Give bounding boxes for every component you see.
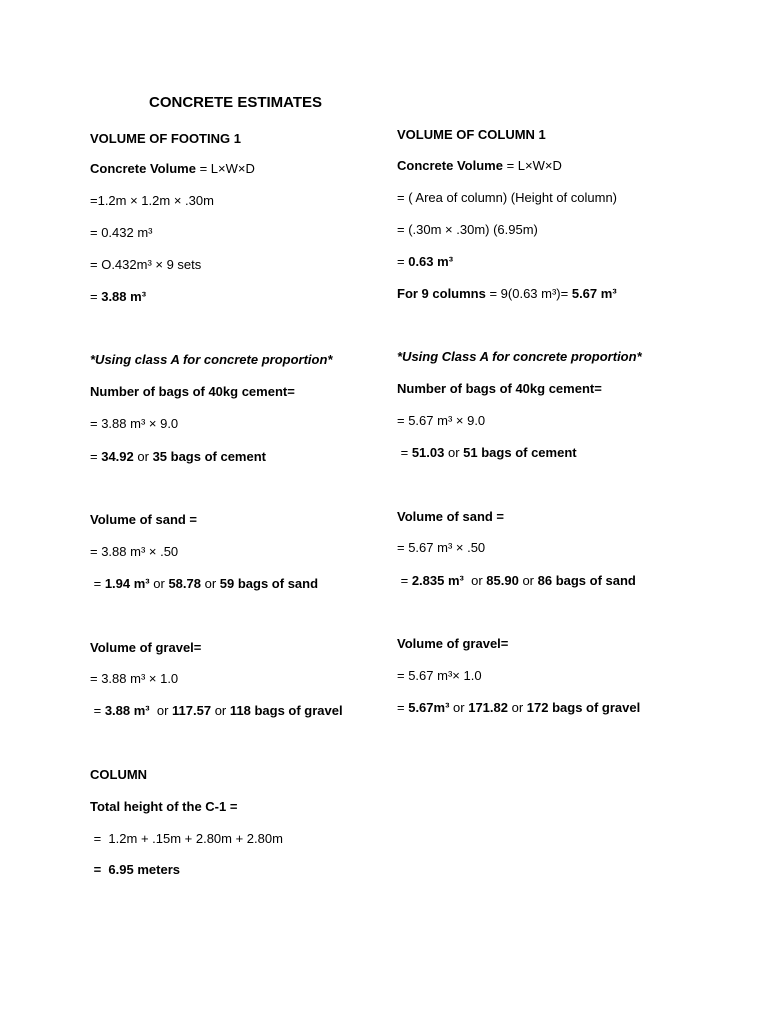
footing-cement-result: = 34.92 or 35 bags of cement [90, 449, 266, 464]
column-gravel-calc: = 5.67 m³× 1.0 [397, 668, 482, 683]
footing-dimensions: =1.2m × 1.2m × .30m [90, 193, 214, 208]
footing-gravel-heading: Volume of gravel= [90, 640, 202, 655]
column-dimensions: = (.30m × .30m) (6.95m) [397, 222, 538, 237]
column-concrete-volume: Concrete Volume = L×W×D [397, 158, 562, 173]
footing-cement-heading: Number of bags of 40kg cement= [90, 384, 295, 399]
footing-cement-calc: = 3.88 m³ × 9.0 [90, 416, 179, 431]
footing-volume: = 0.432 m³ [90, 225, 153, 240]
page-title: CONCRETE ESTIMATES [149, 94, 323, 111]
column-section-heading: COLUMN [90, 767, 148, 782]
footing-volume-sets: = O.432m³ × 9 sets [90, 257, 202, 272]
footing-sand-heading: Volume of sand = [90, 512, 198, 527]
column-area-height: = ( Area of column) (Height of column) [397, 190, 618, 205]
column-nine-columns: For 9 columns = 9(0.63 m³)= 5.67 m³ [397, 286, 617, 301]
column-height-label: Total height of the C-1 = [90, 799, 238, 814]
column-sand-calc: = 5.67 m³ × .50 [397, 540, 486, 555]
column-sand-result: = 2.835 m³ or 85.90 or 86 bags of sand [397, 573, 636, 588]
footing-sand-result: = 1.94 m³ or 58.78 or 59 bags of sand [90, 576, 319, 591]
column-height-calc: = 1.2m + .15m + 2.80m + 2.80m [90, 831, 283, 846]
footing-sand-calc: = 3.88 m³ × .50 [90, 544, 179, 559]
footing-heading: VOLUME OF FOOTING 1 [90, 131, 241, 146]
column-height-result: = 6.95 meters [90, 862, 180, 877]
column-gravel-heading: Volume of gravel= [397, 636, 509, 651]
column-sand-heading: Volume of sand = [397, 509, 505, 524]
column-volume: = 0.63 m³ [397, 254, 454, 269]
column-gravel-result: = 5.67m³ or 171.82 or 172 bags of gravel [397, 700, 641, 715]
footing-gravel-calc: = 3.88 m³ × 1.0 [90, 671, 179, 686]
column-cement-heading: Number of bags of 40kg cement= [397, 381, 602, 396]
footing-concrete-volume: Concrete Volume = L×W×D [90, 161, 255, 176]
footing-total: = 3.88 m³ [90, 289, 147, 304]
column-cement-calc: = 5.67 m³ × 9.0 [397, 413, 486, 428]
footing-gravel-result: = 3.88 m³ or 117.57 or 118 bags of gravel [90, 703, 343, 718]
column-cement-result: = 51.03 or 51 bags of cement [397, 445, 577, 460]
column-class-note: *Using Class A for concrete proportion* [397, 349, 642, 364]
column-heading: VOLUME OF COLUMN 1 [397, 127, 546, 142]
footing-class-note: *Using class A for concrete proportion* [90, 352, 333, 367]
